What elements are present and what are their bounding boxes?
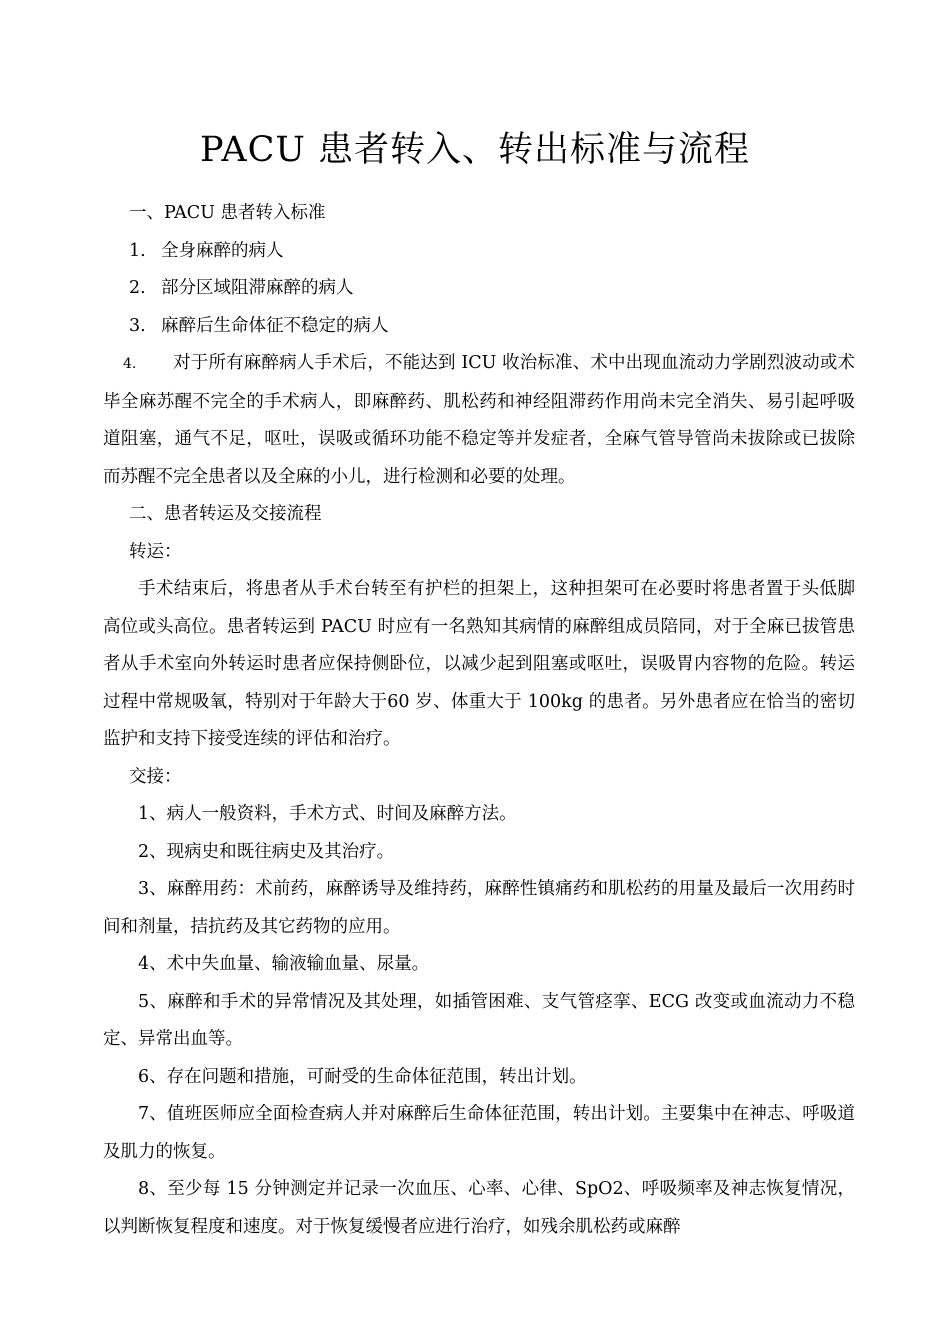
handover-item: 8、至少每 15 分钟测定并记录一次血压、心率、心律、SpO2、呼吸频率及神志恢复情况，以判断恢复程度和速度。对于恢复缓慢者应进行治疗，如残余肌松药或麻醉 (103, 1179, 855, 1237)
list-item (103, 270, 855, 308)
section2-heading: 二、患者转运及交接流程 (129, 504, 322, 524)
handover-item: 1、病人一般资料，手术方式、时间及麻醉方法。 (138, 804, 517, 824)
handover-item: 4、术中失血量、输液输血量、尿量。 (138, 954, 430, 974)
handover-label: 交接： (129, 766, 182, 787)
list-item (103, 308, 855, 346)
handover-item: 2、现病史和既往病史及其治疗。 (138, 841, 395, 862)
item-text: 对于所有麻醉病人手术后，不能达到 ICU 收治标准、术中出现血流动力学剧烈波动或术毕全麻苏醒不完全的手术病人，即麻醉药、肌松药和神经阻滞药作用尚未完全消失、易引起呼吸道阻塞，通气不足，呕吐，误吸或循环功能不稳定等并发症者，全麻气管导管尚未拔除或已拔除而苏醒不完全患者以及全麻的小儿，进行检测和必要的处理。 (103, 353, 855, 487)
section1-heading: 一、PACU 患者转入标准 (129, 203, 326, 223)
item-text: 部分区域阻滞麻醉的病人 (161, 278, 354, 298)
handover-item: 3、麻醉用药：术前药，麻醉诱导及维持药，麻醉性镇痛药和肌松药的用量及最后一次用药时间和剂量，拮抗药及其它药物的应用。 (103, 879, 855, 937)
list-item (103, 233, 855, 271)
handover-item: 6、存在问题和措施，可耐受的生命体征范围，转出计划。 (138, 1066, 587, 1087)
list-item (103, 345, 855, 496)
document-body (103, 195, 855, 1246)
item-number: 2. (129, 278, 146, 298)
item-number: 3. (129, 315, 146, 336)
item-number: 4. (123, 356, 137, 372)
transport-paragraph: 手术结束后，将患者从手术台转至有护栏的担架上，这种担架可在必要时将患者置于头低脚高位或头高位。患者转运到 PACU 时应有一名熟知其病情的麻醉组成员陪同，对于全麻已拔管患者从手术室向外转运时患者应保持侧卧位，以减少起到阻塞或呕吐，误吸胃内容物的危险。转运过程中常规吸氧，特别对于年龄大于60 岁、体重大于 100kg 的患者。另外患者应在恰当的密切监护和支持下接受连续的评估和治疗。 (103, 579, 855, 749)
document-title: PACU 患者转入、转出标准与流程 (199, 130, 751, 170)
item-text: 全身麻醉的病人 (161, 240, 284, 261)
handover-item: 7、值班医师应全面检查病人并对麻醉后生命体征范围，转出计划。主要集中在神志、呼吸道及肌力的恢复。 (103, 1104, 855, 1162)
handover-item: 5、麻醉和手术的异常情况及其处理，如插管困难、支气管痉挛、ECG 改变或血流动力不稳定、异常出血等。 (103, 991, 855, 1049)
item-text: 麻醉后生命体征不稳定的病人 (161, 315, 389, 336)
item-number: 1. (129, 240, 146, 261)
transport-label: 转运： (129, 541, 182, 562)
